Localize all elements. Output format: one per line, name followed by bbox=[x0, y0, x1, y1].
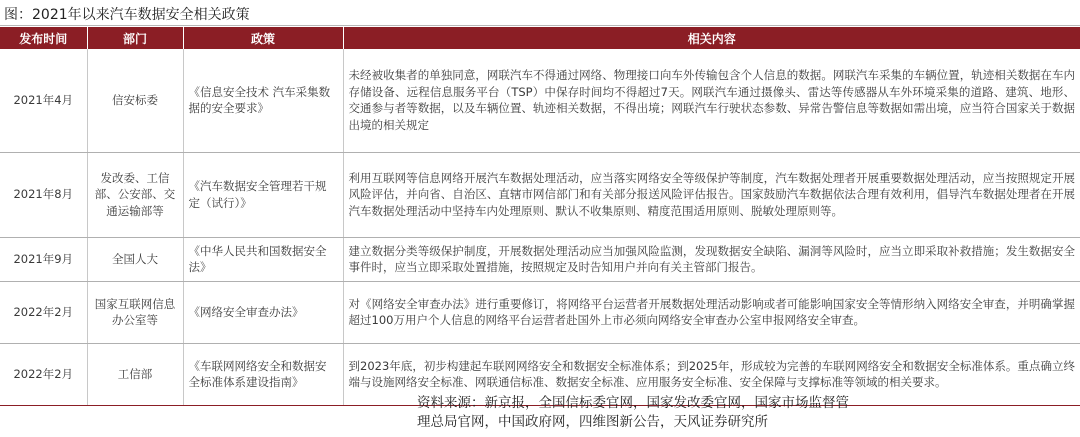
cell-time: 2022年2月 bbox=[0, 343, 87, 405]
cell-content: 未经被收集者的单独同意，网联汽车不得通过网络、物理接口向车外传输包含个人信息的数据。网联汽车采集的车辆位置，轨迹相关数据在车内存储设备、远程信息服务平台（TSP）中保存时间均不得超过7天。网联汽车通过摄像头、雷达等传感器从车外环境采集的道路、建筑、地形、交通参与者等数据，以及车辆位置、轨迹相关数据，不得出境；网联汽车行驶状态参数、异常告警信息等数据如需出境，应当符合国家关于数据出境的相关规定 bbox=[343, 49, 1080, 152]
source-note bbox=[417, 394, 937, 432]
policy-table bbox=[0, 27, 1080, 406]
cell-content: 对《网络安全审查办法》进行重要修订，将网络平台运营者开展数据处理活动影响或者可能影响国家安全等情形纳入网络安全审查，并明确掌握超过100万用户个人信息的网络平台运营者赴国外上市必须向网络安全审查办公室申报网络安全审查。 bbox=[343, 281, 1080, 343]
cell-time: 2021年8月 bbox=[0, 152, 87, 237]
table-row bbox=[0, 49, 1080, 152]
figure-title: 图：2021年以来汽车数据安全相关政策 bbox=[4, 7, 250, 23]
cell-time: 2021年4月 bbox=[0, 49, 87, 152]
cell-content: 利用互联网等信息网络开展汽车数据处理活动，应当落实网络安全等级保护等制度，汽车数据处理者开展重要数据处理活动，应当按照规定开展风险评估，并向省、自治区、直辖市网信部门和有关部分报送风险评估报告。国家鼓励汽车数据依法合理有效利用，倡导汽车数据处理者在开展汽车数据处理活动中坚持车内处理原则、默认不收集原则、精度范围适用原则、脱敏处理原则等。 bbox=[343, 152, 1080, 237]
header-content: 相关内容 bbox=[343, 27, 1080, 49]
cell-policy: 《车联网网络安全和数据安全标准体系建设指南》 bbox=[183, 343, 343, 405]
cell-dept: 发改委、工信部、公安部、交通运输部等 bbox=[87, 152, 183, 237]
table-row bbox=[0, 281, 1080, 343]
source-line-1: 资料来源：新京报，全国信标委官网，国家发改委官网，国家市场监督管 bbox=[417, 395, 849, 411]
cell-content: 建立数据分类等级保护制度，开展数据处理活动应当加强风险监测，发现数据安全缺陷、漏洞等风险时，应当立即采取补救措施；发生数据安全事件时，应当立即采取处置措施，按照规定及时告知用户并向有关主管部门报告。 bbox=[343, 237, 1080, 281]
table-row bbox=[0, 237, 1080, 281]
table-row bbox=[0, 152, 1080, 237]
cell-dept: 信安标委 bbox=[87, 49, 183, 152]
cell-policy: 《信息安全技术 汽车采集数据的安全要求》 bbox=[183, 49, 343, 152]
header-dept: 部门 bbox=[87, 27, 183, 49]
cell-dept: 工信部 bbox=[87, 343, 183, 405]
cell-dept: 国家互联网信息办公室等 bbox=[87, 281, 183, 343]
source-line-2: 理总局官网，中国政府网，四维图新公告，天风证券研究所 bbox=[417, 414, 768, 430]
cell-content: 到2023年底，初步构建起车联网网络安全和数据安全标准体系；到2025年，形成较为完善的车联网网络安全和数据安全标准体系。重点确立终端与设施网络安全标准、网联通信标准、数据安全标准、应用服务安全标准、安全保障与支撑标准等领域的相关要求。 bbox=[343, 343, 1080, 405]
header-time: 发布时间 bbox=[0, 27, 87, 49]
header-policy: 政策 bbox=[183, 27, 343, 49]
cell-policy: 《汽车数据安全管理若干规定（试行）》 bbox=[183, 152, 343, 237]
cell-time: 2021年9月 bbox=[0, 237, 87, 281]
cell-policy: 《网络安全审查办法》 bbox=[183, 281, 343, 343]
cell-time: 2022年2月 bbox=[0, 281, 87, 343]
cell-policy: 《中华人民共和国数据安全法》 bbox=[183, 237, 343, 281]
cell-dept: 全国人大 bbox=[87, 237, 183, 281]
title-divider bbox=[0, 25, 1080, 26]
table-header-row bbox=[0, 27, 1080, 49]
